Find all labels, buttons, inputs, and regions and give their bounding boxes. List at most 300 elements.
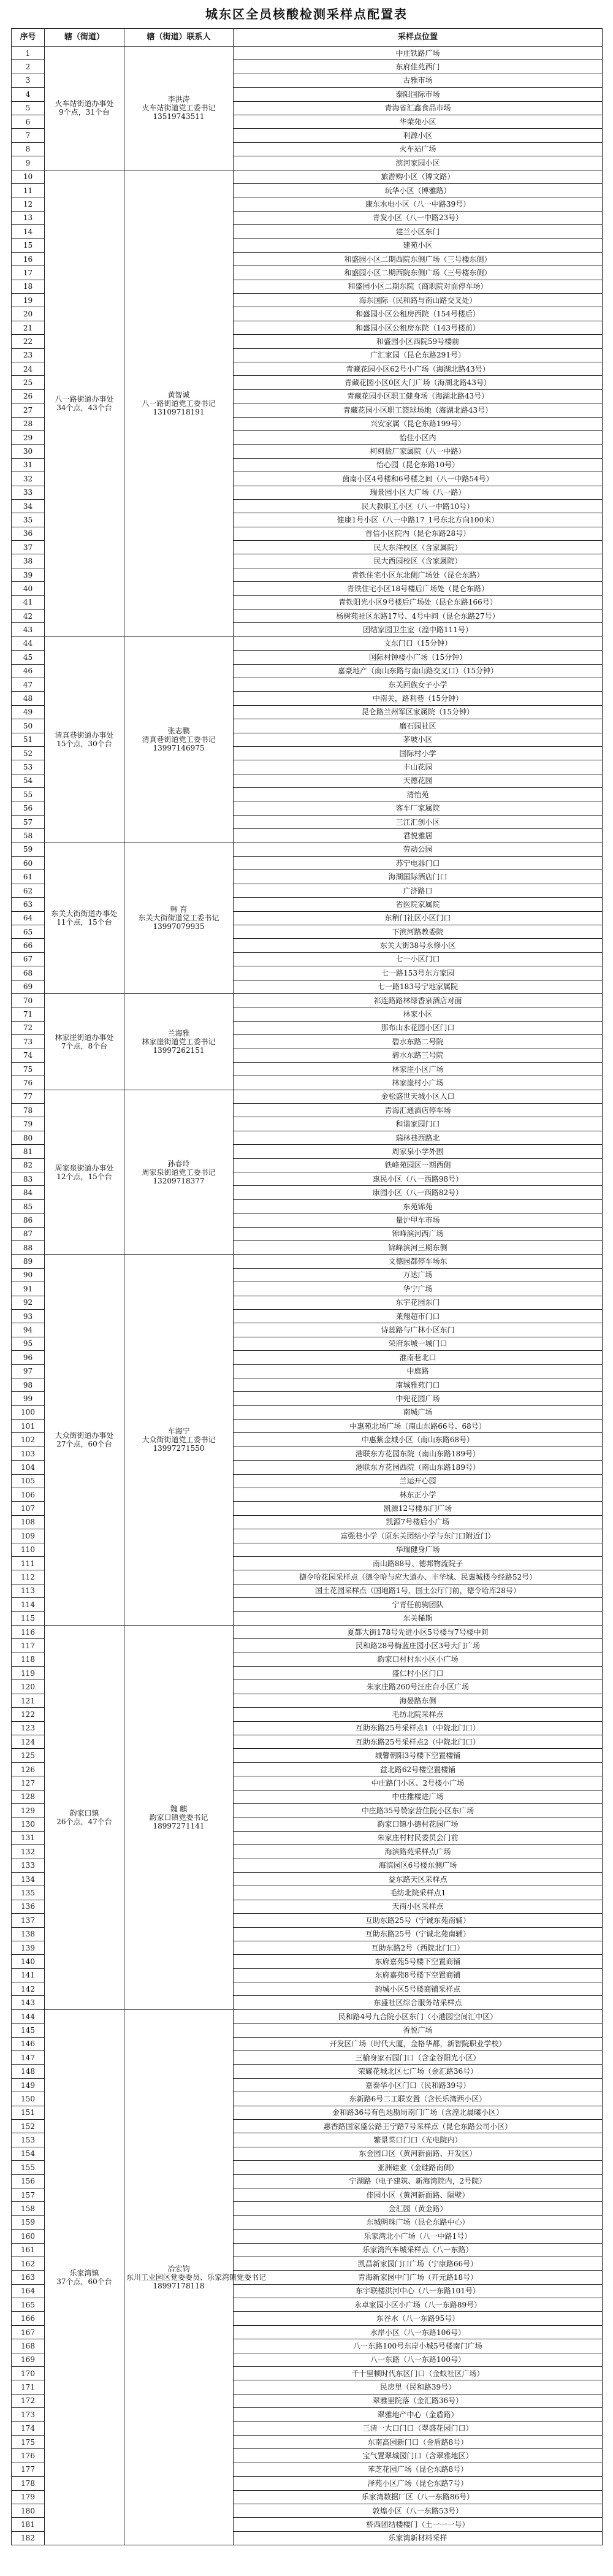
row-number: 164 — [12, 2284, 45, 2298]
row-number: 17 — [12, 266, 45, 280]
row-number: 127 — [12, 1776, 45, 1790]
row-number: 160 — [12, 2230, 45, 2243]
site-location: 国际村钟楼小广场（15分钟） — [234, 651, 603, 664]
contact-name: 李洪涛 — [167, 95, 190, 104]
site-location: 铁峰苑园区一期西侧 — [234, 1158, 603, 1172]
site-location: 七一路153号东方家园 — [234, 966, 603, 980]
row-number: 86 — [12, 1213, 45, 1227]
column-header: 序号 — [12, 29, 45, 47]
row-number: 71 — [12, 1007, 45, 1021]
row-number: 176 — [12, 2449, 45, 2463]
row-number: 16 — [12, 252, 45, 266]
site-location: 东宇联楼洪河中心（八一东路101号） — [234, 2284, 603, 2298]
site-location: 建兰小区东门 — [234, 225, 603, 239]
row-number: 162 — [12, 2257, 45, 2270]
site-location: 民大东洋校区（含家属院） — [234, 541, 603, 554]
site-location: 怡佳小区内 — [234, 430, 603, 444]
row-number: 145 — [12, 2024, 45, 2037]
row-number: 118 — [12, 1653, 45, 1666]
site-location: 韵城小区5号楼商铺采样点 — [234, 1982, 603, 1996]
site-location: 青铁住宅小区18号楼后广场处（昆仑东路） — [234, 582, 603, 595]
row-number: 65 — [12, 925, 45, 939]
row-number: 97 — [12, 1364, 45, 1378]
site-location: 民和路28号梅蓝庄园小区3号大门广场 — [234, 1639, 603, 1653]
district-name: 乐家湾镇 — [69, 2268, 99, 2277]
contact-name: 魏 麒 — [170, 1804, 188, 1813]
site-location: 荣耀花城北区七广场（金汇路36号） — [234, 2065, 603, 2078]
row-number: 7 — [12, 129, 45, 142]
site-location: 亚洲硅业（金硅路南侧） — [234, 2161, 603, 2174]
row-number: 19 — [12, 294, 45, 307]
site-location: 康东水电小区（八一中路39号） — [234, 197, 603, 211]
site-location: 千十里顿时代东区门口（金蚁社区广场） — [234, 2367, 603, 2380]
row-number: 40 — [12, 582, 45, 595]
site-location: 永卓家园小区小广场（八一东路89号） — [234, 2298, 603, 2312]
site-location: 和盛园小区二期西院东侧广场（三号楼东侧） — [234, 266, 603, 280]
site-location: 桥西团结楼楼门（土一一一号） — [234, 2518, 603, 2531]
site-location: 富强巷小学（原东关团结小学与东门口附近门） — [234, 1529, 603, 1543]
site-location: 东关大街38号永修小区 — [234, 939, 603, 952]
row-number: 121 — [12, 1694, 45, 1707]
site-location: 夏都大街178号先进小区5号楼与7号楼中间 — [234, 1625, 603, 1638]
contact-cell — [124, 636, 234, 843]
row-number: 45 — [12, 651, 45, 664]
district-name: 火车站街道办事处 — [55, 99, 114, 109]
site-location: 旅游购小区（博文路） — [234, 170, 603, 183]
district-cell — [45, 843, 124, 993]
site-location: 文东门口（15分钟） — [234, 636, 603, 650]
row-number: 76 — [12, 1076, 45, 1090]
row-number: 110 — [12, 1543, 45, 1556]
site-location: 南城广场 — [234, 1405, 603, 1419]
row-number: 92 — [12, 1296, 45, 1309]
row-number: 130 — [12, 1817, 45, 1831]
row-number: 81 — [12, 1145, 45, 1158]
site-location: 乐家湾新材料采样 — [234, 2531, 603, 2545]
site-location: 和盛园小区二期西院东侧广场（三号楼东侧） — [234, 252, 603, 266]
row-number: 62 — [12, 884, 45, 897]
site-location: 宁青任前驹团队 — [234, 1598, 603, 1611]
row-number: 172 — [12, 2394, 45, 2407]
row-number: 15 — [12, 239, 45, 252]
row-number: 21 — [12, 321, 45, 334]
site-location: 惠民小区（八一西路98号） — [234, 1172, 603, 1186]
site-location: 青海省汇鑫食品市场 — [234, 101, 603, 115]
row-number: 108 — [12, 1515, 45, 1529]
row-number: 63 — [12, 898, 45, 911]
site-location: 宝气置翠城园门口（含翠雅地区） — [234, 2449, 603, 2463]
row-number: 153 — [12, 2133, 45, 2147]
site-location: 中南关，路利巷（15分钟） — [234, 692, 603, 705]
contact-cell — [124, 1625, 234, 2009]
row-number: 113 — [12, 1584, 45, 1597]
row-number: 34 — [12, 499, 45, 513]
row-number: 115 — [12, 1611, 45, 1625]
district-summary: 9个点，31个台 — [59, 108, 110, 117]
site-location: 凯源7号楼后小广场 — [234, 1515, 603, 1529]
district-summary: 11个点，15个台 — [56, 918, 112, 927]
site-location: 丰山花园 — [234, 760, 603, 774]
site-location: 和盛园小区公租房东院（143号楼前） — [234, 321, 603, 334]
row-number: 75 — [12, 1062, 45, 1076]
contact-role: 大众街街道党工委书记 — [142, 1435, 216, 1445]
site-location: 玩华小区（博雅路） — [234, 183, 603, 197]
row-number: 126 — [12, 1762, 45, 1776]
row-number: 165 — [12, 2298, 45, 2312]
site-location: 和盛园小区公租房西院（154号楼后） — [234, 307, 603, 321]
row-number: 95 — [12, 1337, 45, 1350]
sampling-sites-table — [11, 28, 603, 2545]
row-number: 37 — [12, 541, 45, 554]
district-name: 周家泉街道办事处 — [55, 1163, 114, 1172]
site-location: 佳园小区（黄河新面路、隔壁） — [234, 2188, 603, 2201]
row-number: 155 — [12, 2161, 45, 2174]
contact-phone: 13997146975 — [153, 744, 205, 753]
row-number: 159 — [12, 2215, 45, 2229]
row-number: 36 — [12, 527, 45, 540]
site-location: 东宇花园东门 — [234, 1296, 603, 1309]
site-location: 敦煌小区（八一东路53号） — [234, 2504, 603, 2517]
site-location: 广济路口 — [234, 884, 603, 897]
row-number: 87 — [12, 1227, 45, 1240]
site-location: 中庭路 — [234, 1364, 603, 1378]
district-cell — [45, 1255, 124, 1626]
row-number: 1 — [12, 47, 45, 60]
site-location: 宁湖路（电子建筑、新海湾院内，2号院） — [234, 2174, 603, 2188]
site-location: 泰阳国际市场 — [234, 88, 603, 101]
row-number: 10 — [12, 170, 45, 183]
district-cell — [45, 636, 124, 843]
site-location: 东盛社区综合服务站采样点 — [234, 1996, 603, 2009]
row-number: 93 — [12, 1309, 45, 1323]
row-number: 46 — [12, 664, 45, 678]
site-location: 毛纺北院采样点 — [234, 1708, 603, 1721]
row-number: 42 — [12, 610, 45, 623]
row-number: 38 — [12, 554, 45, 568]
site-location: 苏宁电器门口 — [234, 857, 603, 870]
row-number: 156 — [12, 2174, 45, 2188]
contact-role: 火车站街道党工委书记 — [142, 104, 216, 113]
row-number: 43 — [12, 623, 45, 636]
site-location: 华宁广场 — [234, 1282, 603, 1296]
row-number: 179 — [12, 2490, 45, 2504]
table-row — [12, 993, 603, 1007]
row-number: 60 — [12, 857, 45, 870]
column-header: 辖（街道） — [45, 29, 124, 47]
row-number: 114 — [12, 1598, 45, 1611]
site-location: 翠雅里院落（金汇路36号） — [234, 2394, 603, 2407]
contact-phone: 13209718377 — [153, 1176, 205, 1185]
row-number: 175 — [12, 2435, 45, 2448]
row-number: 151 — [12, 2106, 45, 2119]
row-number: 73 — [12, 1035, 45, 1049]
table-header — [12, 29, 603, 47]
site-location: 碧水东路三号院 — [234, 1049, 603, 1062]
contact-role: 东川工业园区党委委员、乐家湾镇党委书记 — [126, 2272, 267, 2282]
site-location: 华荣苑小区 — [234, 115, 603, 128]
site-location: 韵家口村村东小区小广场 — [234, 1653, 603, 1666]
row-number: 88 — [12, 1240, 45, 1254]
site-location: 青铁住宅小区东北侧广场处（昆仑东路） — [234, 568, 603, 581]
district-summary: 26个点，47个台 — [56, 1817, 112, 1826]
row-number: 26 — [12, 389, 45, 403]
row-number: 158 — [12, 2202, 45, 2215]
site-location: 林家小区 — [234, 1007, 603, 1021]
site-location: 利源小区 — [234, 129, 603, 142]
site-location: 青藏花园小区62号小广场（海湖北路43号） — [234, 362, 603, 375]
row-number: 163 — [12, 2271, 45, 2284]
site-location: 国际村小学 — [234, 746, 603, 760]
site-location: 客车厂家属院 — [234, 801, 603, 815]
district-summary: 27个点，60个台 — [56, 1440, 112, 1449]
site-location: 七一小区门口 — [234, 952, 603, 966]
district-cell — [45, 170, 124, 636]
row-number: 161 — [12, 2243, 45, 2257]
column-header: 辖（街道）联系人 — [124, 29, 234, 47]
row-number: 133 — [12, 1859, 45, 1872]
contact-phone: 18997271141 — [153, 1821, 205, 1830]
row-number: 33 — [12, 486, 45, 499]
site-location: 东稍门社区小区门口 — [234, 911, 603, 925]
row-number: 4 — [12, 88, 45, 101]
site-location: 毛纺北院采样点1 — [234, 1886, 603, 1900]
site-location: 瑞景园小区大广场（八一路） — [234, 486, 603, 499]
row-number: 85 — [12, 1199, 45, 1213]
site-location: 诗蕊路与广林小区东门 — [234, 1323, 603, 1337]
site-location: 省医院家属院 — [234, 898, 603, 911]
row-number: 72 — [12, 1021, 45, 1034]
row-number: 178 — [12, 2477, 45, 2490]
row-number: 6 — [12, 115, 45, 128]
site-location: 东金园口区（黄河新面路、开发区） — [234, 2147, 603, 2160]
site-location: 乐家湾数据厂区（八一东路86号） — [234, 2490, 603, 2504]
site-location: 祁连路路林绿香泉酒店对面 — [234, 993, 603, 1007]
row-number: 53 — [12, 760, 45, 774]
district-name: 八一路街道办事处 — [55, 394, 114, 403]
row-number: 98 — [12, 1378, 45, 1391]
site-location: 康园小区（八一西路82号） — [234, 1186, 603, 1199]
row-number: 44 — [12, 636, 45, 650]
row-number: 157 — [12, 2188, 45, 2201]
site-location: 兴安家属（昆仑东路199号） — [234, 417, 603, 430]
site-location: 天南小区采样点 — [234, 1900, 603, 1913]
row-number: 169 — [12, 2353, 45, 2366]
site-location: 凯昌新家园门口广场（宁康路66号） — [234, 2257, 603, 2270]
row-number: 66 — [12, 939, 45, 952]
row-number: 41 — [12, 595, 45, 609]
row-number: 32 — [12, 472, 45, 486]
row-number: 122 — [12, 1708, 45, 1721]
row-number: 35 — [12, 513, 45, 527]
site-location: 开发区广场（时代大厦，金格华都，新智院职业学校） — [234, 2037, 603, 2050]
row-number: 70 — [12, 993, 45, 1007]
site-location: 海滨园区6号楼东侧广场 — [234, 1859, 603, 1872]
site-location: 民房里（民和路39号） — [234, 2380, 603, 2394]
site-location: 莱翔超市门口 — [234, 1309, 603, 1323]
contact-role: 清真巷街道党工委书记 — [142, 735, 216, 744]
district-name: 清真巷街道办事处 — [55, 731, 114, 740]
site-location: 民和路4号九合院小区东门（小港园空间汇中区） — [234, 2009, 603, 2023]
row-number: 5 — [12, 101, 45, 115]
site-location: 青藏花园小区职工健身场（海湖北路43号） — [234, 389, 603, 403]
contact-phone: 13997271550 — [153, 1444, 205, 1453]
site-location: 建苑小区 — [234, 239, 603, 252]
row-number: 146 — [12, 2037, 45, 2050]
site-location: 茅坡小区 — [234, 733, 603, 746]
row-number: 143 — [12, 1996, 45, 2009]
site-location: 天德花园 — [234, 774, 603, 787]
district-summary: 37个点，60个台 — [56, 2277, 112, 2286]
row-number: 148 — [12, 2065, 45, 2078]
row-number: 31 — [12, 458, 45, 472]
site-location: 三清一大口门口（翠盛花园门口） — [234, 2421, 603, 2435]
site-location: 柯柯盐厂家属院（八一中路） — [234, 445, 603, 458]
site-location: 劳动公园 — [234, 843, 603, 856]
row-number: 49 — [12, 705, 45, 719]
row-number: 112 — [12, 1570, 45, 1584]
contact-name: 孙春玲 — [167, 1159, 190, 1168]
row-number: 182 — [12, 2531, 45, 2545]
site-location: 苯芝花园广场（昆仑东路8号） — [234, 2463, 603, 2476]
row-number: 24 — [12, 362, 45, 375]
site-location: 海晏路东侧 — [234, 1694, 603, 1707]
site-location: 海湖国际酒店门口 — [234, 870, 603, 884]
district-name: 林家崖街道办事处 — [55, 1033, 114, 1042]
row-number: 144 — [12, 2009, 45, 2023]
row-number: 109 — [12, 1529, 45, 1543]
row-number: 137 — [12, 1914, 45, 1927]
site-location: 茵南小区4号楼和6号楼之间（八一中路54号） — [234, 472, 603, 486]
site-location: 八一东路100号东岸小城5号楼南门广场 — [234, 2339, 603, 2353]
site-location: 万达广场 — [234, 1268, 603, 1282]
site-location: 乐家湾汽车城采样点（八一东路） — [234, 2243, 603, 2257]
row-number: 173 — [12, 2408, 45, 2421]
site-location: 杨树苑社区东路17号、4号中间（昆仑东路27号） — [234, 610, 603, 623]
row-number: 27 — [12, 403, 45, 417]
row-number: 29 — [12, 430, 45, 444]
contact-phone: 18997178118 — [153, 2281, 205, 2290]
row-number: 25 — [12, 376, 45, 389]
row-number: 58 — [12, 829, 45, 843]
row-number: 128 — [12, 1790, 45, 1803]
site-location: 嘉泰华小区门口（民和路39号） — [234, 2078, 603, 2092]
site-location: 东南高园新门口（金盾路8号） — [234, 2435, 603, 2448]
district-cell — [45, 47, 124, 170]
row-number: 101 — [12, 1420, 45, 1433]
row-number: 48 — [12, 692, 45, 705]
row-number: 39 — [12, 568, 45, 581]
row-number: 18 — [12, 280, 45, 293]
row-number: 170 — [12, 2367, 45, 2380]
row-number: 78 — [12, 1104, 45, 1117]
row-number: 177 — [12, 2463, 45, 2476]
site-location: 团结家园卫生室（湟中路111号） — [234, 623, 603, 636]
row-number: 23 — [12, 348, 45, 362]
site-location: 青铁阳光小区9号楼后广场处（昆仑东路166号） — [234, 595, 603, 609]
row-number: 117 — [12, 1639, 45, 1653]
site-location: 和盛园小区二期东院（商职院对面停车场） — [234, 280, 603, 293]
row-number: 51 — [12, 733, 45, 746]
site-location: 健康1号小区（八一中路17_1号东北方向100米） — [234, 513, 603, 527]
site-location: 和谐家园门口 — [234, 1117, 603, 1131]
site-location: 和盛园小区西院59号楼前 — [234, 335, 603, 348]
row-number: 174 — [12, 2421, 45, 2435]
site-location: 三榆身家石园门口（含金谷阳光小区） — [234, 2051, 603, 2065]
site-location: 青发小区（八一中路23号） — [234, 211, 603, 224]
row-number: 90 — [12, 1268, 45, 1282]
table-row — [12, 1625, 603, 1638]
site-location: 首信小区院内（昆仑东路28号） — [234, 527, 603, 540]
row-number: 120 — [12, 1680, 45, 1694]
row-number: 8 — [12, 142, 45, 156]
row-number: 9 — [12, 156, 45, 170]
site-location: 互助东路25号（宁诚东苑南辅） — [234, 1914, 603, 1927]
district-cell — [45, 1090, 124, 1255]
contact-cell — [124, 993, 234, 1090]
table-row — [12, 843, 603, 856]
row-number: 168 — [12, 2339, 45, 2353]
row-number: 125 — [12, 1749, 45, 1762]
row-number: 131 — [12, 1831, 45, 1844]
site-location: 中兜花园广场 — [234, 1392, 603, 1405]
row-number: 22 — [12, 335, 45, 348]
site-location: 林家崖村小广场 — [234, 1076, 603, 1090]
row-number: 14 — [12, 225, 45, 239]
row-number: 77 — [12, 1090, 45, 1103]
row-number: 138 — [12, 1927, 45, 1941]
site-location: 滨河家园小区 — [234, 156, 603, 170]
district-name: 大众街街道办事处 — [55, 1431, 114, 1440]
row-number: 124 — [12, 1735, 45, 1749]
row-number: 135 — [12, 1886, 45, 1900]
row-number: 104 — [12, 1461, 45, 1474]
row-number: 56 — [12, 801, 45, 815]
site-location: 中庄铁路广场 — [234, 47, 603, 60]
contact-role: 东关大街街道党工委书记 — [138, 914, 219, 923]
site-location: 水岸小区（八一东路106号） — [234, 2325, 603, 2339]
site-location: 东关回族女子小学 — [234, 678, 603, 691]
site-location: 兰运开心园 — [234, 1474, 603, 1488]
row-number: 13 — [12, 211, 45, 224]
site-location: 韵家口镇小德村花园广场 — [234, 1817, 603, 1831]
row-number: 129 — [12, 1804, 45, 1817]
site-location: 火车站广场 — [234, 142, 603, 156]
row-number: 142 — [12, 1982, 45, 1996]
row-number: 150 — [12, 2092, 45, 2106]
row-number: 3 — [12, 74, 45, 87]
site-location: 东苑锦苑 — [234, 1199, 603, 1213]
contact-phone: 13997262151 — [153, 1045, 205, 1055]
contact-name: 冶宏钧 — [167, 2264, 190, 2273]
site-location: 南山路88号、德邦物流院子 — [234, 1556, 603, 1570]
site-location: 量沪甲车市场 — [234, 1213, 603, 1227]
row-number: 68 — [12, 966, 45, 980]
row-number: 69 — [12, 980, 45, 993]
column-header: 采样点位置 — [234, 29, 603, 47]
row-number: 134 — [12, 1872, 45, 1886]
row-number: 50 — [12, 719, 45, 733]
district-name: 韵家口镇 — [69, 1808, 99, 1817]
header-row — [12, 29, 603, 47]
row-number: 11 — [12, 183, 45, 197]
site-location: 互助东路2号（西院北门口） — [234, 1941, 603, 1954]
site-location: 东府嘉苑5号楼下空置商铺 — [234, 1955, 603, 1968]
row-number: 181 — [12, 2518, 45, 2531]
row-number: 139 — [12, 1941, 45, 1954]
row-number: 147 — [12, 2051, 45, 2065]
row-number: 167 — [12, 2325, 45, 2339]
contact-role: 周家泉街道党工委书记 — [142, 1168, 216, 1177]
